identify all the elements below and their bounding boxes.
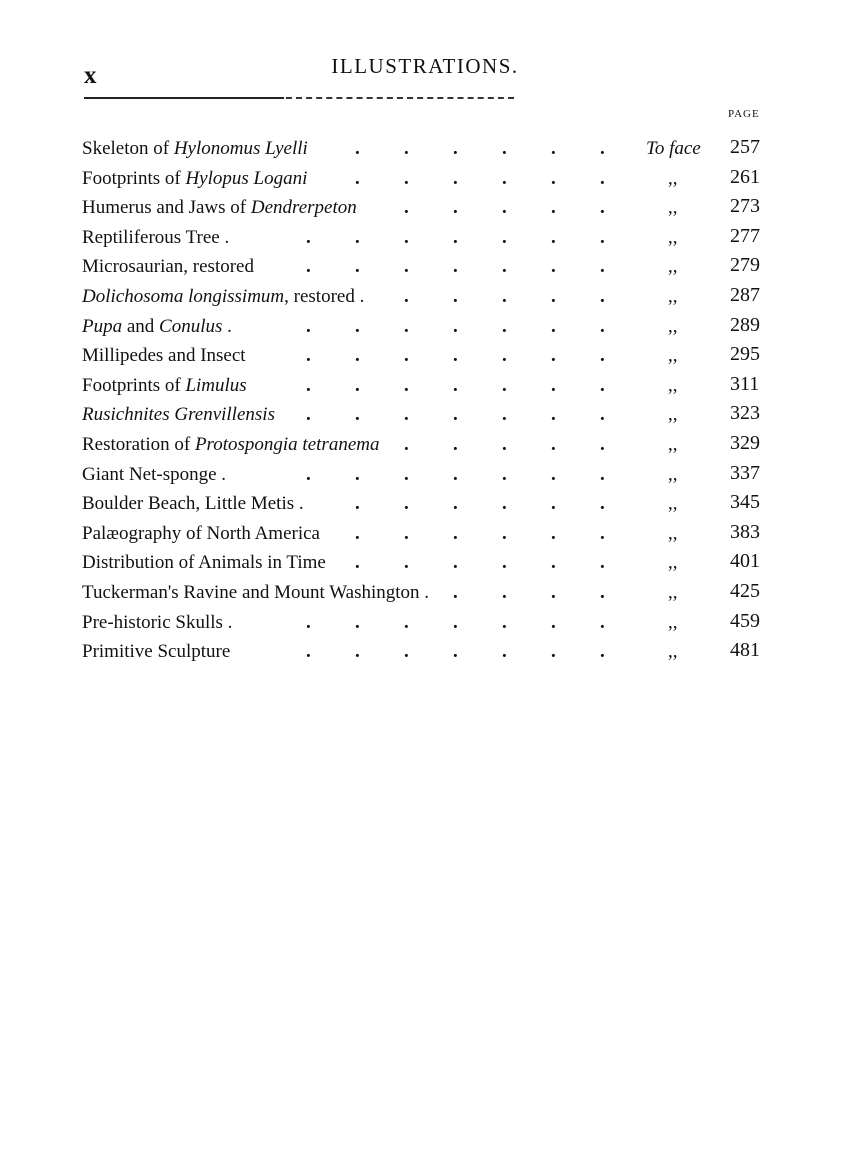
page-number: 257 (730, 136, 760, 158)
title-part: Pre-historic Skulls . (82, 611, 233, 633)
page-number: 289 (730, 313, 760, 336)
page-number: 459 (730, 609, 760, 632)
leader-dot: . (453, 582, 458, 603)
leader-dot: . (404, 641, 409, 663)
list-item (0, 304, 850, 337)
leader-dot: . (404, 463, 409, 485)
leader-dot: . (404, 167, 409, 189)
title-part: , restored . (284, 286, 365, 307)
leader-dot: . (453, 138, 458, 159)
leader-dot: . (355, 138, 360, 159)
leader-dot: . (502, 641, 507, 663)
leader-dot: . (453, 374, 458, 396)
to-face-marker: ,, (668, 641, 678, 663)
leader-dot: . (600, 256, 605, 278)
leader-dot: . (453, 286, 458, 307)
to-face-marker: ,, (668, 404, 678, 426)
to-face-marker: ,, (668, 522, 678, 544)
dot-leader (0, 641, 620, 663)
title-part: Microsaurian, restored (82, 256, 254, 278)
leader-dot: . (453, 345, 458, 367)
to-face-marker: ,, (668, 582, 678, 603)
leader-dot: . (453, 641, 458, 663)
leader-dot: . (502, 138, 507, 159)
list-item (0, 244, 850, 278)
leader-dot: . (502, 522, 507, 544)
leader-dot: . (600, 434, 605, 455)
leader-dot: . (306, 641, 311, 663)
title-part: Pupa (82, 315, 123, 337)
leader-dot: . (453, 256, 458, 278)
leader-dot: . (404, 552, 409, 574)
leader-dot: . (453, 611, 458, 633)
leader-dot: . (306, 345, 311, 367)
leader-dot: . (404, 611, 409, 633)
to-face-marker: ,, (668, 434, 678, 455)
list-item (0, 156, 850, 189)
title-part: Reptiliferous Tree . (82, 226, 230, 248)
page-number: 295 (730, 343, 760, 366)
leader-dot: . (551, 493, 556, 515)
leader-dot: . (551, 286, 556, 307)
leader-dot: . (404, 226, 409, 248)
leader-dot: . (355, 226, 360, 248)
page-number: 425 (730, 580, 760, 602)
list-item (0, 215, 850, 248)
leader-dot: . (306, 315, 311, 337)
leader-dot: . (551, 138, 556, 159)
leader-dot: . (355, 404, 360, 426)
list-item (0, 392, 850, 426)
leader-dot: . (551, 315, 556, 337)
leader-dot: . (306, 404, 311, 426)
title-part: Distribution of Animals in Time (82, 552, 326, 574)
leader-dot: . (551, 226, 556, 248)
title-part: Limulus (185, 374, 247, 396)
title-part: Restoration of (82, 434, 195, 455)
leader-dot: . (453, 522, 458, 544)
page-number: 277 (730, 224, 760, 247)
leader-dot: . (502, 611, 507, 633)
to-face-marker: ,, (668, 611, 678, 633)
leader-dot: . (502, 374, 507, 396)
list-item (0, 126, 850, 159)
leader-dot: . (355, 256, 360, 278)
leader-dot: . (502, 286, 507, 307)
leader-dot: . (306, 226, 311, 248)
leader-dot: . (355, 374, 360, 396)
leader-dot: . (600, 582, 605, 603)
leader-dot: . (404, 404, 409, 426)
leader-dot: . (404, 138, 409, 159)
leader-dot: . (600, 167, 605, 189)
leader-dot: . (600, 197, 605, 219)
leader-dot: . (453, 315, 458, 337)
leader-dot: . (551, 552, 556, 574)
list-item (0, 274, 850, 307)
leader-dot: . (551, 197, 556, 219)
leader-dot: . (551, 611, 556, 633)
leader-dot: . (306, 256, 311, 278)
leader-dot: . (355, 345, 360, 367)
title-part: . (222, 315, 232, 337)
list-item (0, 629, 850, 663)
list-item (0, 570, 850, 603)
to-face-marker: ,, (668, 374, 678, 396)
list-item (0, 600, 850, 633)
leader-dot: . (502, 256, 507, 278)
leader-dot: . (453, 226, 458, 248)
list-item (0, 540, 850, 574)
page-folio: x (84, 62, 97, 89)
leader-dot: . (404, 434, 409, 455)
leader-dot: . (453, 167, 458, 189)
title-part: Primitive Sculpture (82, 641, 231, 663)
leader-dot: . (453, 493, 458, 515)
leader-dot: . (600, 404, 605, 426)
list-item (0, 481, 850, 515)
to-face-marker: ,, (668, 345, 678, 367)
list-item (0, 185, 850, 219)
title-part: Millipedes and Insect (82, 345, 246, 367)
leader-dot: . (551, 374, 556, 396)
page-number: 345 (730, 491, 760, 514)
title-part: Tuckerman's Ravine and Mount Washington . (82, 582, 430, 603)
leader-dot: . (502, 226, 507, 248)
leader-dot: . (453, 197, 458, 219)
title-part: Hylonomus Lyelli (173, 138, 308, 159)
leader-dot: . (306, 374, 311, 396)
page-number: 311 (730, 372, 760, 395)
leader-dot: . (600, 463, 605, 485)
leader-dot: . (502, 552, 507, 574)
leader-dot: . (404, 286, 409, 307)
leader-dot: . (502, 167, 507, 189)
leader-dot: . (551, 256, 556, 278)
title-part: Giant Net-sponge . (82, 463, 227, 485)
leader-dot: . (551, 641, 556, 663)
title-part: Footprints of (82, 374, 186, 396)
leader-dot: . (551, 434, 556, 455)
title-part: Footprints of (82, 167, 186, 189)
to-face-marker: ,, (668, 315, 678, 337)
leader-dot: . (551, 582, 556, 603)
to-face-marker: ,, (668, 493, 678, 515)
title-part: Boulder Beach, Little Metis . (82, 493, 304, 515)
title-part: Protospongia tetranema (194, 434, 380, 455)
leader-dot: . (355, 463, 360, 485)
leader-dot: . (404, 256, 409, 278)
leader-dot: . (306, 611, 311, 633)
title-part: Palæography of North America (82, 522, 320, 544)
list-item (0, 333, 850, 367)
leader-dot: . (453, 434, 458, 455)
leader-dot: . (600, 493, 605, 515)
leader-dot: . (453, 552, 458, 574)
leader-dot: . (600, 138, 605, 159)
leader-dot: . (502, 404, 507, 426)
to-face-marker: ,, (668, 552, 678, 574)
leader-dot: . (600, 611, 605, 633)
page-number: 323 (730, 402, 760, 425)
leader-dot: . (600, 345, 605, 367)
title-part: Rusichnites Grenvillensis (82, 404, 275, 426)
page-number: 273 (730, 195, 760, 218)
list-item (0, 363, 850, 396)
leader-dot: . (355, 552, 360, 574)
leader-dot: . (404, 522, 409, 544)
leader-dot: . (404, 374, 409, 396)
page-number: 329 (730, 432, 760, 454)
leader-dot: . (355, 611, 360, 633)
leader-dot: . (502, 582, 507, 603)
leader-dot: . (551, 345, 556, 367)
page-column-heading: PAGE (728, 108, 760, 120)
to-face-marker: To face (646, 138, 701, 159)
leader-dot: . (600, 226, 605, 248)
leader-dot: . (551, 522, 556, 544)
to-face-marker: ,, (668, 286, 678, 307)
page-number: 383 (730, 520, 760, 543)
title-part: Hylopus Logani (185, 167, 308, 189)
leader-dot: . (355, 641, 360, 663)
leader-dot: . (404, 493, 409, 515)
leader-dot: . (404, 197, 409, 219)
page-number: 481 (730, 639, 760, 662)
leader-dot: . (502, 434, 507, 455)
title-part: Dolichosoma longissimum (82, 286, 285, 307)
leader-dot: . (502, 197, 507, 219)
header-rule-solid (84, 97, 284, 99)
leader-dot: . (502, 315, 507, 337)
list-item (0, 452, 850, 485)
leader-dot: . (453, 463, 458, 485)
title-part: Humerus and Jaws of (82, 197, 251, 219)
page-number: 279 (730, 254, 760, 277)
leader-dot: . (404, 345, 409, 367)
title-part: Skeleton of (82, 138, 174, 159)
leader-dot: . (600, 315, 605, 337)
to-face-marker: ,, (668, 197, 678, 219)
title-part: Dendrerpeton (250, 197, 357, 219)
leader-dot: . (355, 522, 360, 544)
page-number: 401 (730, 550, 760, 573)
leader-dot: . (502, 345, 507, 367)
leader-dot: . (600, 286, 605, 307)
leader-dot: . (600, 552, 605, 574)
list-item (0, 511, 850, 544)
leader-dot: . (502, 493, 507, 515)
leader-dot: . (600, 522, 605, 544)
leader-dot: . (502, 463, 507, 485)
leader-dot: . (404, 315, 409, 337)
leader-dot: . (355, 167, 360, 189)
leader-dot: . (355, 493, 360, 515)
leader-dot: . (551, 167, 556, 189)
leader-dot: . (453, 404, 458, 426)
leader-dot: . (600, 374, 605, 396)
leader-dot: . (551, 463, 556, 485)
leader-dot: . (600, 641, 605, 663)
title-part: Conulus (159, 315, 223, 337)
leader-dot: . (355, 315, 360, 337)
leader-dot: . (551, 404, 556, 426)
leader-dot: . (306, 463, 311, 485)
to-face-marker: ,, (668, 167, 678, 189)
page-number: 287 (730, 284, 760, 306)
to-face-marker: ,, (668, 463, 678, 485)
to-face-marker: ,, (668, 226, 678, 248)
page-number: 337 (730, 461, 760, 484)
running-title: ILLUSTRATIONS. (331, 54, 519, 78)
page-number: 261 (730, 165, 760, 188)
to-face-marker: ,, (668, 256, 678, 278)
list-item (0, 422, 850, 455)
title-part: and (122, 315, 160, 337)
